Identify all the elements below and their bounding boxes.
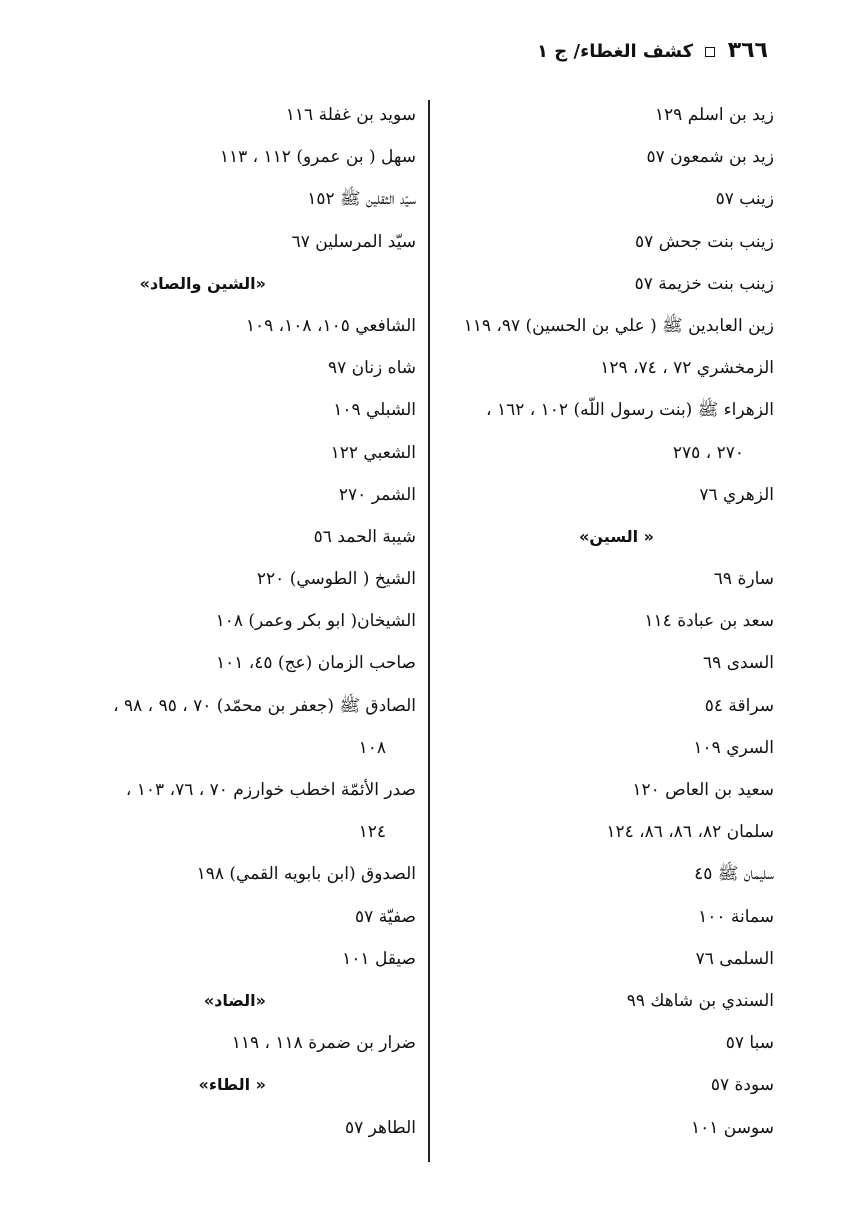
index-column-left (56, 94, 416, 1149)
index-entry: سبا ٥٧ (725, 1033, 774, 1054)
index-entry: سيّد المرسلين ٦٧ (291, 231, 416, 252)
index-entry: سليمان ﷺ ٤٥ (694, 864, 774, 885)
book-title: كشف الغطاء/ ج ١ (536, 41, 694, 62)
index-entry: سلمان ٨٢، ٨٦، ٨٦، ١٢٤ (606, 822, 774, 843)
index-entry: الشبلي ١٠٩ (333, 400, 416, 421)
index-entry: زينب ٥٧ (715, 189, 774, 210)
index-entry: شيبة الحمد ٥٦ (313, 526, 416, 547)
index-entry: السدى ٦٩ (703, 653, 774, 674)
index-entry: الزهراء ﷺ (بنت رسول اللّه) ١٠٢ ، ١٦٢ ، (486, 400, 774, 421)
section-heading: «الشين والصاد» (139, 273, 266, 293)
section-heading: « السين» (579, 526, 654, 546)
index-entry: زين العابدين ﷺ ( علي بن الحسين) ٩٧، ١١٩ (463, 315, 774, 336)
index-entry: شاه زنان ٩٧ (327, 358, 416, 379)
index-column-right (434, 94, 774, 1149)
index-entry: الشيخ ( الطوسي) ٢٢٠ (256, 569, 416, 590)
index-entry: صاحب الزمان (عج) ٤٥، ١٠١ (215, 653, 416, 674)
section-heading: «الضاد» (203, 990, 266, 1010)
section-heading: « الطاء» (198, 1075, 266, 1095)
column-divider (428, 100, 430, 1162)
separator-square-icon (705, 47, 715, 57)
index-entry: الشيخان( ابو بكر وعمر) ١٠٨ (215, 611, 416, 632)
page-number: ٣٦٦ (727, 38, 768, 63)
index-entry-continuation: ١٢٤ (358, 822, 386, 843)
index-entry: سهل ( بن عمرو) ١١٢ ، ١١٣ (219, 147, 416, 168)
index-entry: سيّد الثقلين ﷺ ١٥٢ (307, 189, 416, 210)
index-entry: الزمخشري ٧٢ ، ٧٤، ١٢٩ (600, 358, 774, 379)
index-entry: زينب بنت جحش ٥٧ (635, 231, 774, 252)
index-entry: زيد بن شمعون ٥٧ (646, 147, 774, 168)
index-entry: سوسن ١٠١ (690, 1117, 774, 1138)
index-entry: الطاهر ٥٧ (344, 1117, 416, 1138)
index-entry: الشمر ٢٧٠ (338, 484, 416, 505)
index-entry: الشافعي ١٠٥، ١٠٨، ١٠٩ (245, 315, 416, 336)
index-entry: سارة ٦٩ (713, 569, 774, 590)
index-entry: الصادق ﷺ (جعفر بن محمّد) ٧٠ ، ٩٥ ، ٩٨ ، (113, 695, 416, 716)
index-entry: ضرار بن ضمرة ١١٨ ، ١١٩ (231, 1033, 416, 1054)
page-header (537, 38, 768, 63)
index-entry: السلمى ٧٦ (695, 948, 774, 969)
index-entry: الزهري ٧٦ (699, 484, 774, 505)
index-entry: سراقة ٥٤ (704, 695, 774, 716)
index-entry: السري ١٠٩ (693, 737, 774, 758)
index-entry-continuation: ١٠٨ (358, 737, 386, 758)
index-entry: الصدوق (ابن بابويه القمي) ١٩٨ (196, 864, 416, 885)
index-entry: سعد بن عبادة ١١٤ (644, 611, 774, 632)
index-entry: زيد بن اسلم ١٢٩ (654, 105, 774, 125)
index-entry: سويد بن غفلة ١١٦ (285, 105, 416, 125)
index-entry-continuation: ٢٧٠ ، ٢٧٥ (672, 442, 744, 463)
index-entry: السندي بن شاهك ٩٩ (626, 990, 774, 1011)
index-entry: سودة ٥٧ (710, 1075, 774, 1096)
index-entry: سمانة ١٠٠ (698, 906, 774, 927)
index-entry: زينب بنت خزيمة ٥٧ (634, 273, 774, 294)
index-entry: صدر الأئمّة اخطب خوارزم ٧٠ ، ٧٦، ١٠٣ ، (125, 780, 416, 800)
index-entry: الشعبي ١٢٢ (330, 442, 416, 463)
index-entry: سعيد بن العاص ١٢٠ (632, 780, 774, 800)
index-entry: صفيّة ٥٧ (355, 906, 416, 927)
index-entry: صيقل ١٠١ (342, 948, 416, 969)
